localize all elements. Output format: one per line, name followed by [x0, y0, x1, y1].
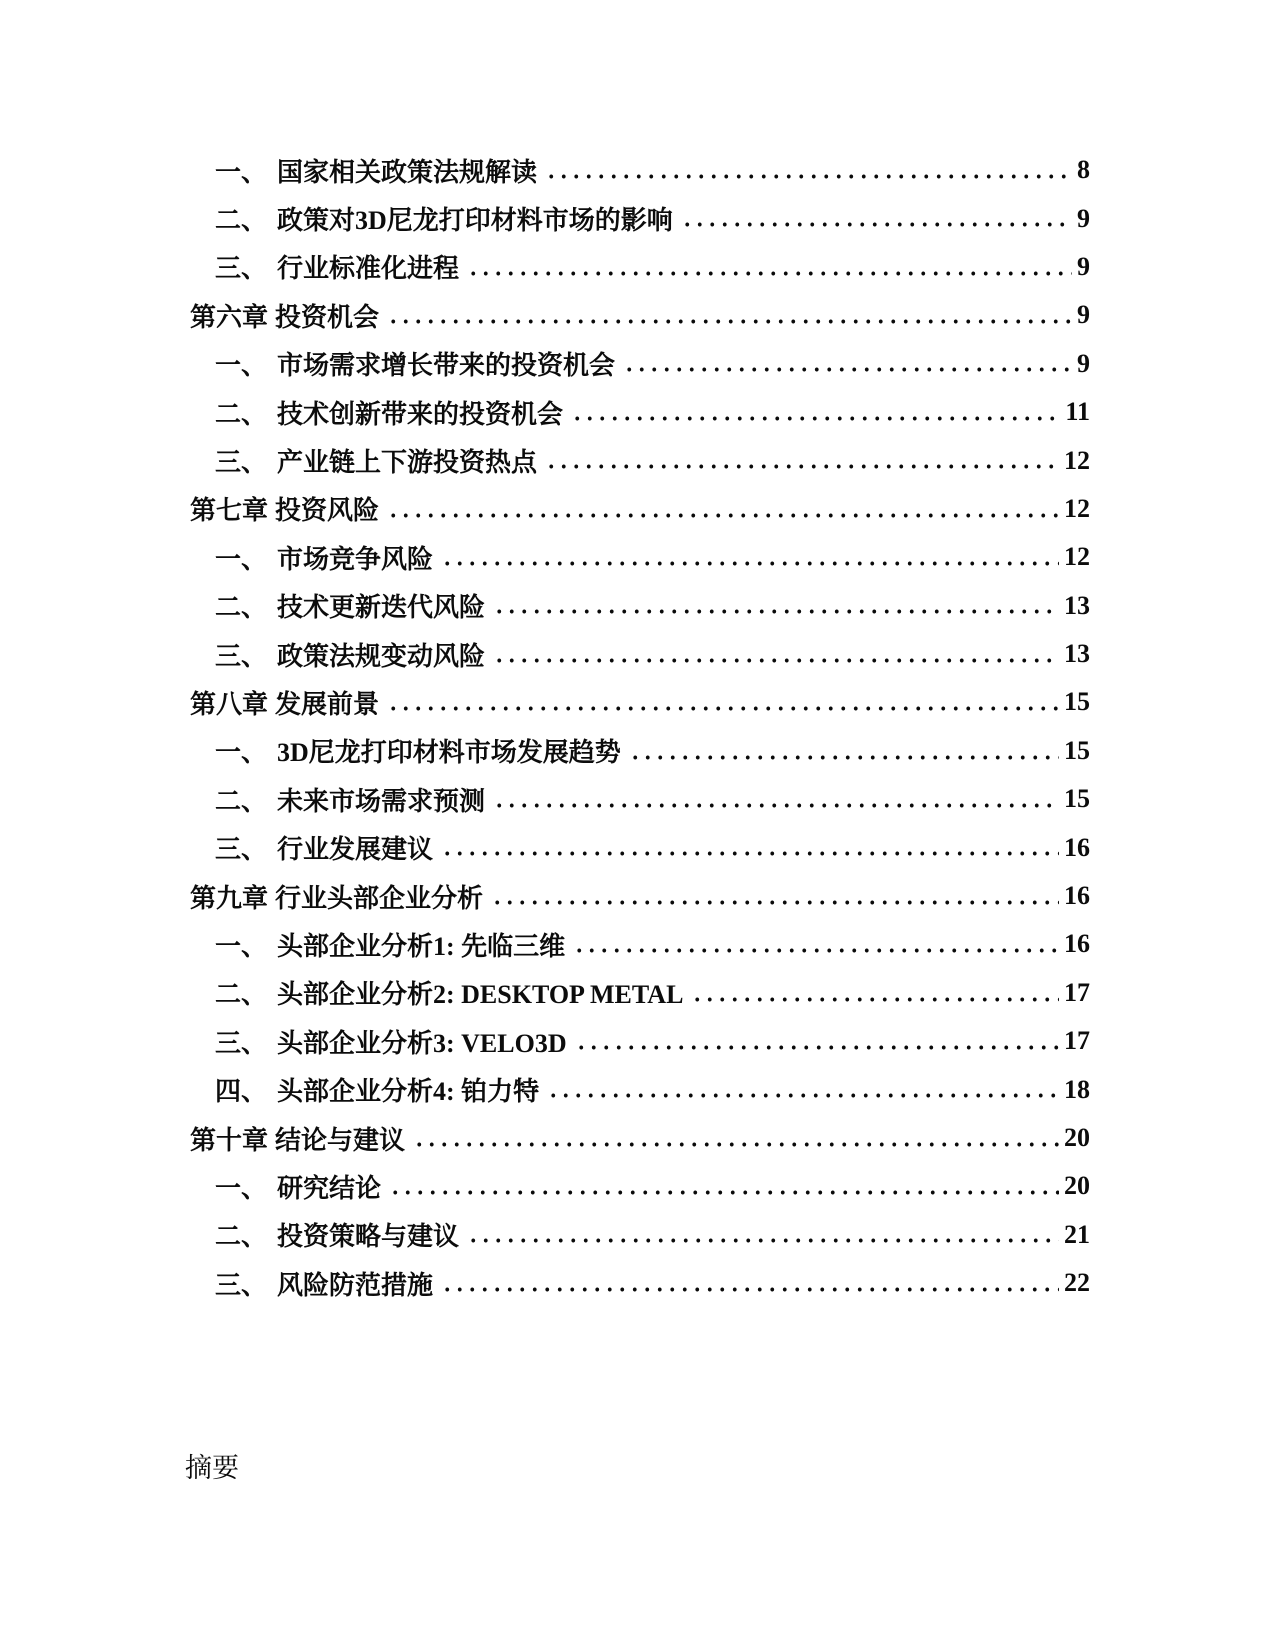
toc-entry[interactable]: [190, 436, 1090, 484]
toc-entry-number: 三、: [215, 641, 268, 671]
toc-leader-dots: [569, 388, 1060, 436]
toc-entry-title: 3D尼龙打印材料市场发展趋势: [277, 738, 621, 768]
toc-entry-page: 11: [1065, 397, 1090, 427]
toc-leader-dots: [689, 969, 1059, 1017]
toc-leader-dots: [411, 1114, 1059, 1162]
toc-entry-title: 技术更新迭代风险: [277, 593, 486, 623]
toc-entry-title: 国家相关政策法规解读: [277, 157, 538, 187]
table-of-contents: [190, 146, 1090, 1307]
toc-entry[interactable]: [190, 1162, 1090, 1210]
toc-entry-page: 15: [1064, 735, 1090, 765]
toc-entry[interactable]: [190, 146, 1090, 194]
toc-leader-dots: [545, 1065, 1059, 1113]
toc-entry[interactable]: [190, 1114, 1090, 1162]
toc-entry-title: 研究结论: [277, 1173, 382, 1203]
toc-entry[interactable]: [190, 485, 1090, 533]
toc-entry-title: 头部企业分析4: 铂力特: [277, 1077, 540, 1107]
toc-entry[interactable]: [190, 775, 1090, 823]
toc-entry[interactable]: [190, 678, 1090, 726]
toc-entry-title: 政策对3D尼龙打印材料市场的影响: [277, 206, 673, 236]
toc-entry-title: 政策法规变动风险: [277, 641, 486, 671]
toc-entry-page: 17: [1064, 1026, 1090, 1056]
toc-entry-number: 第七章: [190, 496, 269, 526]
toc-leader-dots: [543, 436, 1059, 484]
toc-entry-number: 一、: [215, 1173, 268, 1203]
toc-leader-dots: [543, 146, 1072, 194]
toc-leader-dots: [439, 823, 1059, 871]
toc-entry[interactable]: [190, 1065, 1090, 1113]
toc-leader-dots: [465, 1211, 1059, 1259]
toc-entry-page: 9: [1077, 300, 1090, 330]
toc-leader-dots: [385, 678, 1059, 726]
toc-leader-dots: [571, 920, 1059, 968]
toc-leader-dots: [627, 727, 1059, 775]
toc-entry-title: 未来市场需求预测: [277, 786, 486, 816]
toc-entry[interactable]: [190, 582, 1090, 630]
toc-entry-page: 20: [1064, 1123, 1090, 1152]
toc-entry-page: 9: [1077, 251, 1090, 281]
toc-leader-dots: [385, 291, 1072, 339]
toc-entry[interactable]: [190, 1017, 1090, 1065]
toc-entry-page: 9: [1077, 203, 1090, 233]
toc-entry-page: 16: [1064, 881, 1090, 911]
toc-leader-dots: [491, 630, 1059, 678]
toc-entry-number: 三、: [215, 1270, 268, 1300]
toc-leader-dots: [439, 1259, 1059, 1307]
toc-entry-title: 行业头部企业分析: [275, 883, 484, 913]
toc-entry-page: 13: [1064, 590, 1090, 620]
toc-entry-number: 四、: [215, 1077, 268, 1107]
toc-entry-number: 一、: [215, 931, 268, 961]
toc-entry-title: 头部企业分析2: DESKTOP METAL: [277, 980, 684, 1010]
toc-entry[interactable]: [190, 340, 1090, 388]
toc-entry-page: 15: [1064, 784, 1090, 814]
toc-entry[interactable]: [190, 533, 1090, 581]
toc-entry[interactable]: [190, 243, 1090, 291]
toc-entry-page: 17: [1064, 977, 1090, 1007]
toc-entry[interactable]: [190, 920, 1090, 968]
toc-entry-title: 投资策略与建议: [277, 1222, 460, 1252]
abstract-heading: 摘要: [185, 1453, 239, 1483]
toc-entry-number: 第八章: [190, 689, 269, 719]
toc-entry-number: 三、: [215, 835, 268, 865]
toc-entry-page: 16: [1064, 929, 1090, 959]
toc-entry-page: 20: [1064, 1171, 1090, 1201]
toc-leader-dots: [621, 340, 1072, 388]
toc-entry-title: 行业发展建议: [277, 835, 434, 865]
toc-entry[interactable]: [190, 823, 1090, 871]
toc-entry-number: 二、: [215, 399, 268, 429]
toc-entry-title: 市场竞争风险: [277, 544, 434, 574]
toc-entry[interactable]: [190, 630, 1090, 678]
toc-entry-number: 第十章: [190, 1125, 269, 1155]
toc-entry[interactable]: [190, 388, 1090, 436]
toc-entry-number: 一、: [215, 544, 268, 574]
toc-entry-page: 15: [1064, 687, 1090, 717]
toc-entry-title: 头部企业分析3: VELO3D: [277, 1028, 567, 1058]
toc-entry-page: 9: [1077, 348, 1090, 378]
toc-entry-number: 二、: [215, 980, 268, 1010]
toc-entry-number: 第六章: [190, 302, 269, 332]
toc-entry-page: 16: [1064, 832, 1090, 862]
toc-entry[interactable]: [190, 969, 1090, 1017]
toc-leader-dots: [573, 1017, 1059, 1065]
toc-entry-title: 投资风险: [275, 496, 380, 526]
toc-entry-page: 8: [1077, 155, 1090, 185]
toc-entry-page: 18: [1064, 1074, 1090, 1104]
toc-entry-page: 12: [1064, 493, 1090, 523]
toc-entry-title: 头部企业分析1: 先临三维: [277, 931, 566, 961]
toc-entry-title: 投资机会: [275, 302, 380, 332]
toc-leader-dots: [385, 485, 1059, 533]
toc-entry-number: 二、: [215, 1222, 268, 1252]
toc-entry[interactable]: [190, 1259, 1090, 1307]
toc-entry-number: 第九章: [190, 883, 269, 913]
toc-entry-number: 二、: [215, 593, 268, 623]
toc-leader-dots: [465, 243, 1072, 291]
toc-leader-dots: [439, 533, 1059, 581]
toc-entry-page: 12: [1064, 445, 1090, 475]
toc-entry[interactable]: [190, 1211, 1090, 1259]
toc-entry-title: 技术创新带来的投资机会: [277, 399, 564, 429]
toc-entry-page: 13: [1064, 639, 1090, 669]
toc-entry[interactable]: [190, 872, 1090, 920]
toc-entry-page: 21: [1064, 1219, 1090, 1249]
toc-entry-title: 市场需求增长带来的投资机会: [277, 351, 616, 381]
toc-entry-number: 三、: [215, 1028, 268, 1058]
toc-leader-dots: [489, 872, 1059, 920]
toc-entry-page: 12: [1064, 542, 1090, 572]
toc-entry-number: 一、: [215, 157, 268, 187]
toc-leader-dots: [387, 1162, 1059, 1210]
toc-entry-title: 产业链上下游投资热点: [277, 448, 538, 478]
toc-entry-title: 发展前景: [275, 689, 380, 719]
toc-entry-title: 结论与建议: [275, 1125, 406, 1155]
toc-entry-number: 二、: [215, 786, 268, 816]
toc-entry-number: 三、: [215, 448, 268, 478]
toc-entry-title: 风险防范措施: [277, 1270, 434, 1300]
toc-entry-page: 22: [1064, 1268, 1090, 1298]
toc-leader-dots: [491, 582, 1059, 630]
toc-leader-dots: [679, 194, 1072, 242]
toc-entry-number: 三、: [215, 254, 268, 284]
toc-entry-number: 一、: [215, 738, 268, 768]
toc-entry-number: 一、: [215, 351, 268, 381]
toc-leader-dots: [491, 775, 1059, 823]
toc-entry-title: 行业标准化进程: [277, 254, 460, 284]
toc-entry-number: 二、: [215, 206, 268, 236]
toc-entry[interactable]: [190, 727, 1090, 775]
toc-entry[interactable]: [190, 194, 1090, 242]
toc-entry[interactable]: [190, 291, 1090, 339]
